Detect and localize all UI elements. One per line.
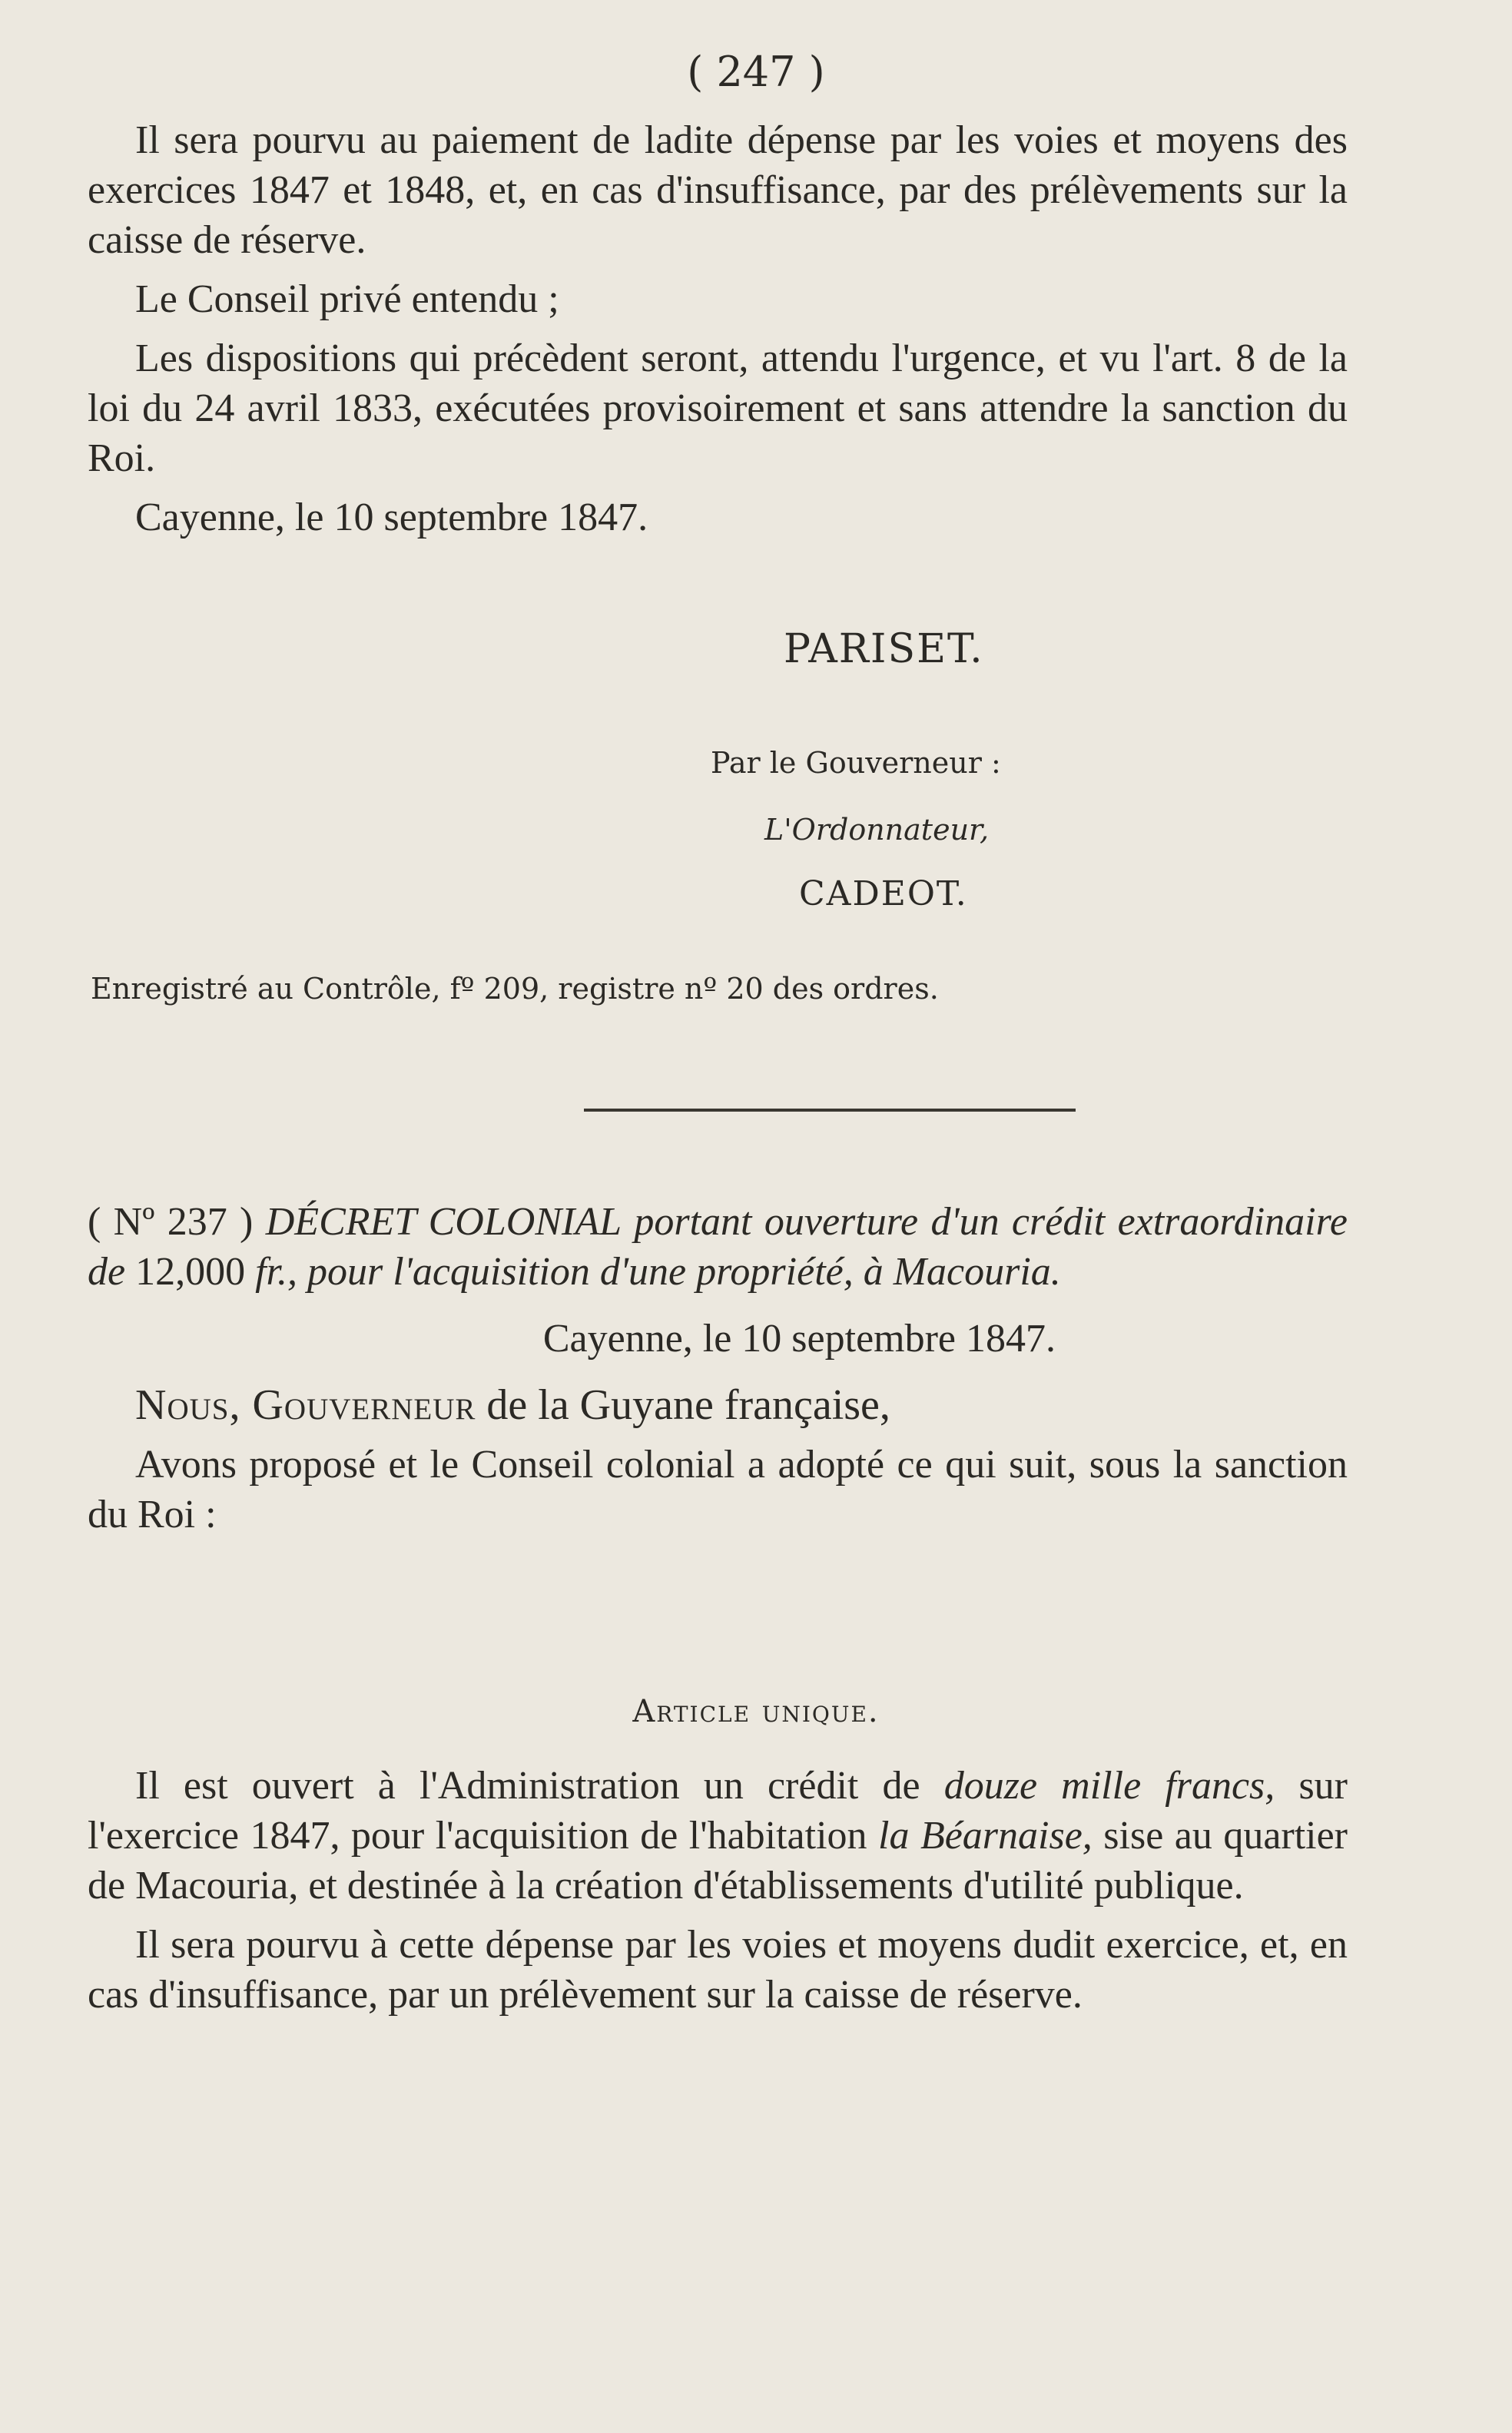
article-credit-name: la Béarnaise, xyxy=(878,1814,1093,1858)
article-heading: Article unique. xyxy=(632,1694,880,1729)
article-funding: Il sera pourvu à cette dépense par les voies et moyens dudit exercice, et, en cas d'insuffisance, par un prélèvement sur la caisse de réserve. xyxy=(88,1923,1348,2017)
decree-date-line: Cayenne, le 10 septembre 1847. xyxy=(542,1317,1056,1361)
decree-number: ( Nº 237 ) xyxy=(88,1200,254,1244)
paragraph-payment: Il sera pourvu au paiement de ladite dépense par les voies et moyens des exercices 1847 et 1848, et, en cas d'insuffisance, par des prélèvements sur la caisse de réserve. xyxy=(88,118,1348,262)
preamble-guyane: de la Guyane française, xyxy=(486,1381,890,1429)
article-credit-amount: douze mille francs, xyxy=(943,1764,1275,1808)
paragraph-council: Le Conseil privé entendu ; xyxy=(135,277,559,321)
article-credit-c: sise au quartier de Macouria, et destinée à la création d'établissements d'utilité publique. xyxy=(88,1814,1348,1908)
previous-decree-body xyxy=(88,115,1348,542)
decree-articles xyxy=(88,1761,1348,2020)
registration-note: Enregistré au Contrôle, fº 209, registre nº 20 des ordres. xyxy=(91,972,939,1006)
decree-title-end: fr., pour l'acquisition d'une propriété, à Macouria. xyxy=(255,1250,1061,1294)
signature-cadeot: CADEOT. xyxy=(799,874,968,913)
decree-amount: 12,000 xyxy=(135,1250,246,1294)
section-divider xyxy=(584,1109,1076,1112)
article-credit-b: sur l'exercice 1847, pour l'acquisition de l'habitation xyxy=(88,1764,1348,1858)
preamble-nous-gouverneur: Nous, Gouverneur xyxy=(135,1381,476,1429)
signature-pariset: PARISET. xyxy=(784,626,984,672)
decree-preamble xyxy=(88,1381,1348,1430)
ordonnateur-title: L'Ordonnateur, xyxy=(764,813,990,847)
paragraph-dispositions: Les dispositions qui précèdent seront, attendu l'urgence, et vu l'art. 8 de la loi du 24 avril 1833, exécutées provisoirement et sans attendre la sanction du Roi. xyxy=(88,336,1348,480)
decree-title xyxy=(88,1197,1348,1297)
by-governor-line: Par le Gouverneur : xyxy=(711,746,1001,780)
decree-237 xyxy=(88,1197,1348,1540)
article-credit-a: Il est ouvert à l'Administration un crédit de xyxy=(135,1764,920,1808)
decree-proposal: Avons proposé et le Conseil colonial a adopté ce qui suit, sous la sanction du Roi : xyxy=(88,1443,1348,1536)
decree-title-main: DÉCRET COLONIAL xyxy=(265,1200,622,1244)
page-number: ( 247 ) xyxy=(687,48,825,96)
article-credit xyxy=(88,1761,1348,1911)
previous-date-line: Cayenne, le 10 septembre 1847. xyxy=(135,496,648,539)
decree-title-part: portant ouverture d'un crédit extraordinaire de xyxy=(88,1200,1348,1294)
